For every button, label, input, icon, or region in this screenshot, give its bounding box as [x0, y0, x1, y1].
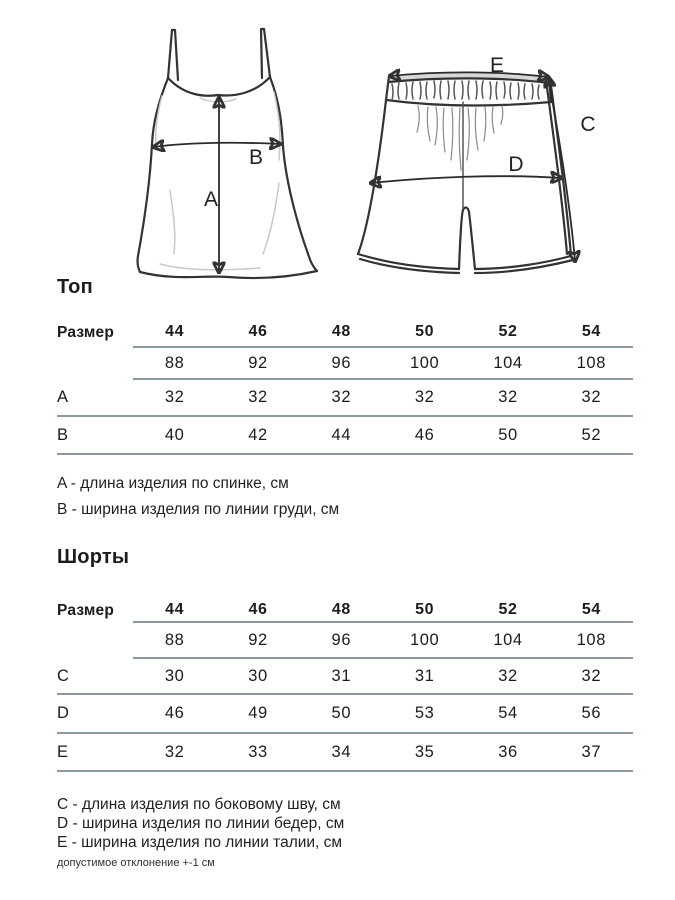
table-row-e	[57, 734, 633, 772]
cell-value: 30	[133, 659, 216, 695]
top-legend	[57, 471, 339, 523]
cell-value: 46	[383, 417, 466, 455]
cell-value: 31	[300, 659, 383, 695]
legend-line-b: B - ширина изделия по линии груди, см	[57, 501, 340, 518]
cell-value: 32	[383, 380, 466, 417]
table-row-sizes	[57, 598, 633, 623]
table-row-sizes	[57, 318, 633, 348]
cell-value: 49	[216, 695, 299, 734]
top-section-heading: Топ	[57, 276, 93, 298]
cell-value: 32	[550, 659, 633, 695]
cell-value: 52	[550, 417, 633, 455]
cell-value: 32	[133, 380, 216, 417]
label-b: B	[248, 146, 264, 169]
shorts-size-table	[57, 598, 633, 772]
label-d: D	[508, 153, 524, 176]
table-row-c	[57, 659, 633, 695]
row-label: D	[57, 695, 133, 734]
row-label: B	[57, 417, 133, 455]
cell-value: 32	[300, 380, 383, 417]
size-column-header: Размер	[57, 601, 115, 619]
cell-value: 46	[133, 695, 216, 734]
cell-value: 42	[216, 417, 299, 455]
size-value: 50	[383, 318, 466, 348]
row-label	[57, 348, 133, 380]
size-value: 54	[550, 598, 633, 623]
cell-value: 50	[466, 417, 549, 455]
size-value: 52	[466, 598, 549, 623]
cell-value: 33	[216, 734, 299, 772]
row-label: C	[57, 659, 133, 695]
table-row-chest	[57, 348, 633, 380]
cell-value: 40	[133, 417, 216, 455]
table-row-d	[57, 695, 633, 734]
cell-value: 100	[383, 623, 466, 659]
size-value: 44	[133, 318, 216, 348]
cell-value: 35	[383, 734, 466, 772]
cell-value: 92	[216, 623, 299, 659]
cell-value: 36	[466, 734, 549, 772]
table-row-chest	[57, 623, 633, 659]
row-label	[57, 623, 133, 659]
legend-line-a: A - длина изделия по спинке, см	[57, 475, 289, 492]
row-label: E	[57, 734, 133, 772]
cell-value: 32	[466, 659, 549, 695]
size-value: 44	[133, 598, 216, 623]
size-value: 54	[550, 318, 633, 348]
tolerance-note: допустимое отклонение +-1 см	[57, 857, 215, 869]
cell-value: 104	[466, 348, 549, 380]
cell-value: 32	[133, 734, 216, 772]
row-label: A	[57, 380, 133, 417]
cell-value: 34	[300, 734, 383, 772]
cell-value: 32	[216, 380, 299, 417]
cell-value: 53	[383, 695, 466, 734]
cell-value: 56	[550, 695, 633, 734]
size-column-header: Размер	[57, 324, 115, 341]
size-value: 48	[300, 598, 383, 623]
cell-value: 32	[466, 380, 549, 417]
size-value: 50	[383, 598, 466, 623]
shorts-garment-diagram	[340, 32, 660, 294]
size-value: 46	[216, 318, 299, 348]
legend-line-c: C - длина изделия по боковому шву, см	[57, 796, 341, 813]
cell-value: 37	[550, 734, 633, 772]
legend-line-d: D - ширина изделия по линии бедер, см	[57, 815, 345, 832]
label-c: C	[580, 113, 596, 136]
cell-value: 88	[133, 348, 216, 380]
cell-value: 30	[216, 659, 299, 695]
cell-value: 96	[300, 348, 383, 380]
size-value: 48	[300, 318, 383, 348]
cell-value: 31	[383, 659, 466, 695]
size-value: 46	[216, 598, 299, 623]
shorts-section-heading: Шорты	[57, 546, 130, 568]
cell-value: 50	[300, 695, 383, 734]
cell-value: 96	[300, 623, 383, 659]
top-garment-diagram	[130, 18, 330, 290]
cell-value: 92	[216, 348, 299, 380]
label-e: E	[489, 54, 505, 77]
shorts-legend	[57, 795, 344, 852]
size-value: 52	[466, 318, 549, 348]
cell-value: 104	[466, 623, 549, 659]
table-row-a	[57, 380, 633, 417]
cell-value: 32	[550, 380, 633, 417]
cell-value: 88	[133, 623, 216, 659]
legend-line-e: E - ширина изделия по линии талии, см	[57, 834, 343, 851]
cell-value: 108	[550, 623, 633, 659]
cell-value: 108	[550, 348, 633, 380]
top-size-table	[57, 318, 633, 455]
table-row-b	[57, 417, 633, 455]
cell-value: 44	[300, 417, 383, 455]
cell-value: 100	[383, 348, 466, 380]
label-a: A	[203, 188, 219, 211]
cell-value: 54	[466, 695, 549, 734]
arrow-d	[371, 176, 561, 183]
